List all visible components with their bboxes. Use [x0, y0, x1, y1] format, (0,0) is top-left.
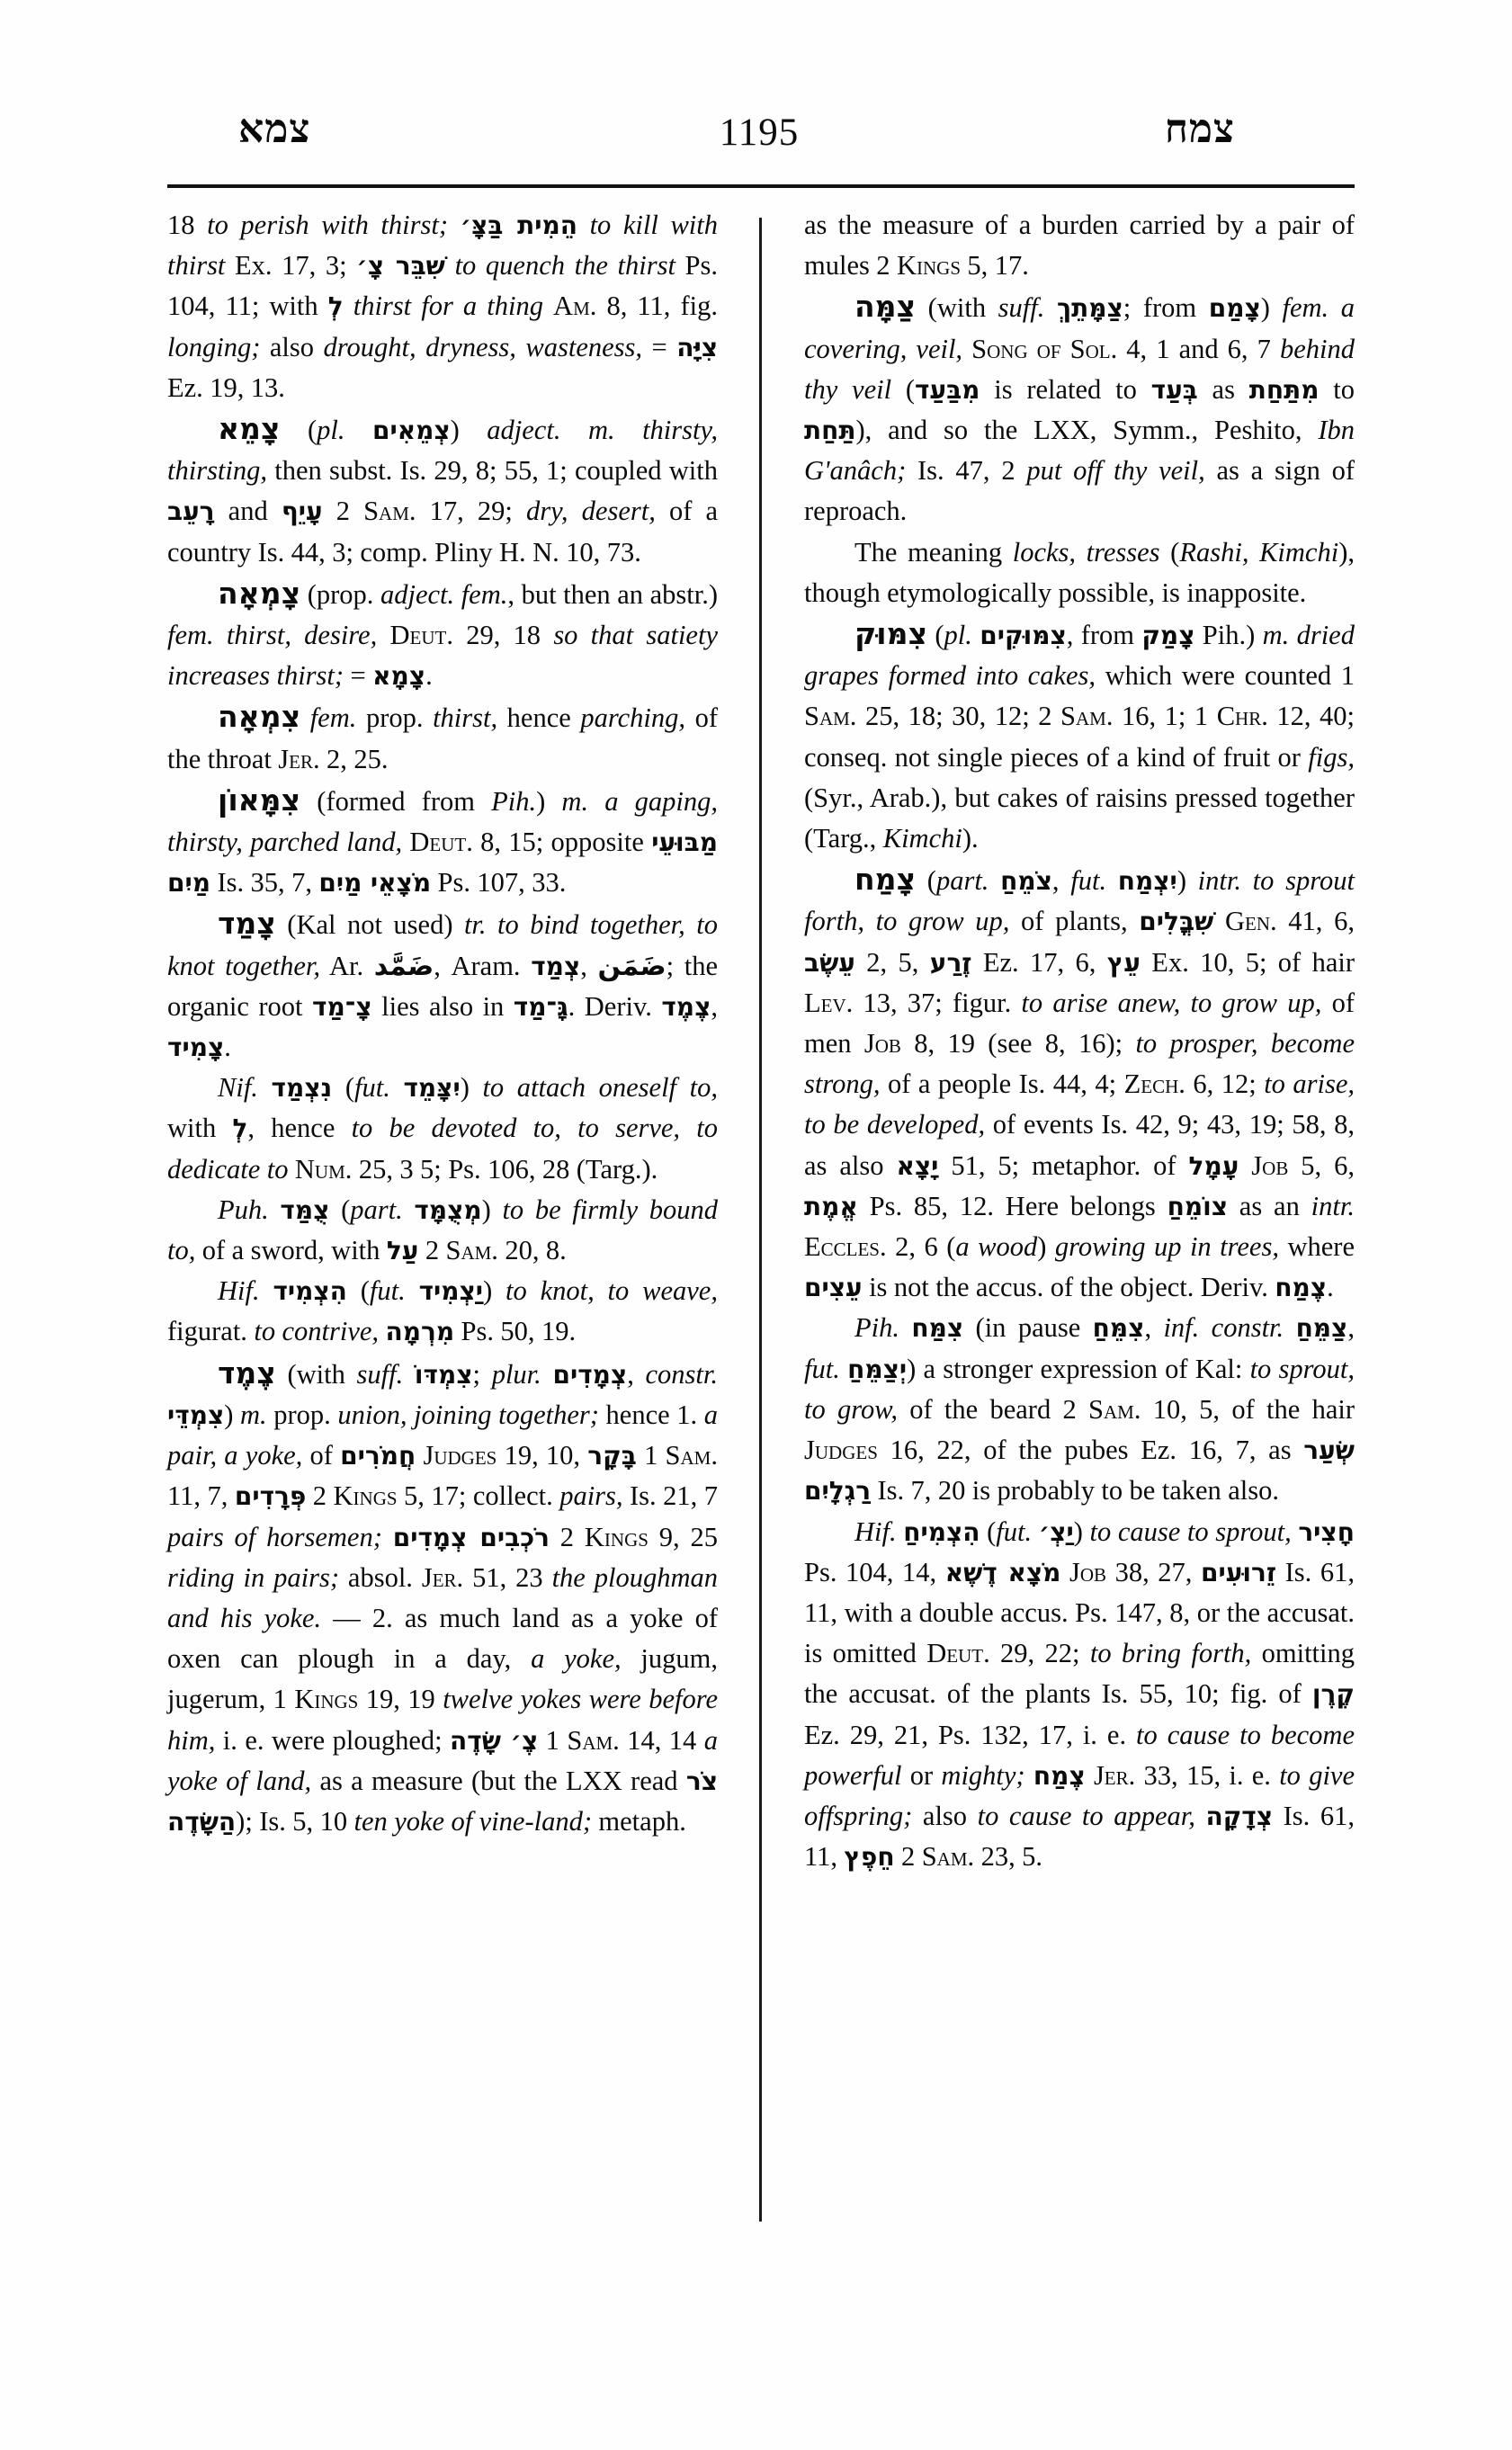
dictionary-entry: צָמְאָה (prop. adject. fem., but then an abstr.) fem. thirst, desire, Deut. 29, 18 so that satiety increases thirst; = צָמָא. [167, 575, 718, 692]
dictionary-entry: Hif. הִצְמִיחַ (fut. יַצְ׳) to cause to sprout, חָצִיר Ps. 104, 14, מֹצָא דֶשֶׁא Job 38, 27, זֵרוּעִים Is. 61, 11, with a double accus. Ps. 147, 8, or the accusat. is omitted Deut. 29, 22; to bring forth, omitting the accusat. of the plants Is. 55, 10; fig. of קֶרֶן Ez. 29, 21, Ps. 132, 17, i. e. to cause to become powerful or mighty; צֶמַח Jer. 33, 15, i. e. to give offspring; also to cause to appear, צְדָקָה Is. 61, 11, חֵפֶץ 2 Sam. 23, 5. [804, 1516, 1355, 1873]
dictionary-entry: צִמּוּק (pl. צִמּוּקִים, from צָמַק Pih.) m. dried grapes formed into cakes, which were counted 1 Sam. 25, 18; 30, 12; 2 Sam. 16, 1; 1 Chr. 12, 40; conseq. not single pieces of a kind of fruit or figs, (Syr., Arab.), but cakes of raisins pressed together (Targ., Kimchi). [804, 616, 1355, 854]
dictionary-entry: צָמַח (part. צֹמֵחַ, fut. יִצְמַח) intr. to sprout forth, to grow up, of plants, שִׁבֳּלִים Gen. 41, 6, עֵשֶׂב 2, 5, זֶרַע Ez. 17, 6, עֵץ Ex. 10, 5; of hair Lev. 13, 37; figur. to arise anew, to grow up, of men Job 8, 19 (see 8, 16); to prosper, become strong, of a people Is. 44, 4; Zech. 6, 12; to arise, to be developed, of events Is. 42, 9; 43, 19; 58, 8, as also יָצָא 51, 5; metaphor. of עָמָל Job 5, 6, אֱמֶת Ps. 85, 12. Here belongs צוֹמֵחַ as an intr. Eccles. 2, 6 (a wood) growing up in trees, where עֵצִים is not the accus. of the object. Deriv. צֶמַח. [804, 862, 1355, 1303]
dictionary-entry: צִמָּאוֹן (formed from Pih.) m. a gaping, thirsty, parched land, Deut. 8, 15; opposite מַבּוּעֵי מַיִם Is. 35, 7, מֹצָאֵי מַיִם Ps. 107, 33. [167, 782, 718, 899]
running-head-right-lemma: צמח [1164, 107, 1235, 151]
right-column [804, 205, 1355, 2238]
header-rule [167, 184, 1355, 188]
dictionary-entry: Hif. הִצְמִיד (fut. יַצְמִיד) to knot, to weave, figurat. to contrive, מִרְמָה Ps. 50, 19. [167, 1275, 718, 1347]
dictionary-entry: Pih. צִמַּח (in pause צִמֵּחַ, inf. constr. צַמֵּחַ, fut. יְצַמֵּחַ) a stronger expression of Kal: to sprout, to grow, of the beard 2 Sam. 10, 5, of the hair Judges 16, 22, of the pubes Ez. 16, 7, as שְׂעַר רַגְלָיִם Is. 7, 20 is probably to be taken also. [804, 1312, 1355, 1507]
dictionary-entry: as the measure of a burden carried by a pair of mules 2 Kings 5, 17. [804, 210, 1355, 282]
dictionary-entry: Puh. צֻמַּד (part. מְצֻמָּד) to be firmly bound to, of a sword, with עַל 2 Sam. 20, 8. [167, 1194, 718, 1266]
dictionary-entry: צָמַד (Kal not used) tr. to bind together, to knot together, Ar. ضَمَّد, Aram. צְמַד, ضَمَن; the organic root צָ־מַד lies also in גָּ־מַד. Deriv. צֶמֶד, צָמִיד. [167, 906, 718, 1063]
dictionary-entry: צֶמֶד (with suff. צִמְדּוֹ; plur. צְמָדִים, constr. צִמְדֵּי) m. prop. union, joining together; hence 1. a pair, a yoke, of חֲמֹרִים Judges 19, 10, בָּקָר 1 Sam. 11, 7, פְּרָדִים 2 Kings 5, 17; collect. pairs, Is. 21, 7 pairs of horsemen; רֹכְבִים צְמָדִים 2 Kings 9, 25 riding in pairs; absol. Jer. 51, 23 the ploughman and his yoke. — 2. as much land as a yoke of oxen can plough in a day, a yoke, jugum, jugerum, 1 Kings 19, 19 twelve yokes were before him, i. e. were ploughed; צֶ׳ שָׂדֶה 1 Sam. 14, 14 a yoke of land, as a measure (but the LXX read צֹר הַשָּׂדֶה); Is. 5, 10 ten yoke of vine-land; metaph. [167, 1355, 719, 1837]
running-head-left-lemma: צמא [238, 107, 311, 151]
dictionary-entry: צַמָּה (with suff. צַמָּתֵךְ; from צָמַם) fem. a covering, veil, Song of Sol. 4, 1 and 6, 7 behind thy veil (מִבַּעַד is related to בְּעַד as מִתַּחַת to תַּחַת), and so the LXX, Symm., Peshito, Ibn G'anâch; Is. 47, 2 put off thy veil, as a sign of reproach. [804, 289, 1355, 527]
left-column [167, 205, 718, 2238]
page-number: 1195 [719, 112, 800, 154]
dictionary-entry: צָמֵא (pl. צְמֵאִים) adject. m. thirsty, thirsting, then subst. Is. 29, 8; 55, 1; coupled with רָעֵב and עָיֵף 2 Sam. 17, 29; dry, desert, of a country Is. 44, 3; comp. Pliny H. N. 10, 73. [167, 411, 719, 568]
dictionary-entry: 18 to perish with thirst; הֵמִית בַּצָּ׳ to kill with thirst Ex. 17, 3; שִׁבֵּר צָ׳ to quench the thirst Ps. 104, 11; with לְ thirst for a thing Am. 8, 11, fig. longing; also drought, dryness, wasteness, = צִיָּה Ez. 19, 13. [167, 210, 719, 403]
body-columns [167, 205, 1355, 2238]
dictionary-entry: The meaning locks, tresses (Rashi, Kimchi), though etymologically possible, is inapposite. [804, 536, 1355, 608]
dictionary-entry: צִמְאָה fem. prop. thirst, hence parching, of the throat Jer. 2, 25. [167, 699, 718, 774]
column-divider-rule [759, 218, 762, 2222]
dictionary-entry: Nif. נִצְמַד (fut. יִצָּמֵד) to attach oneself to, with לְ, hence to be devoted to, to serve, to dedicate to Num. 25, 3 5; Ps. 106, 28 (Targ.). [167, 1072, 718, 1185]
running-head [166, 107, 1352, 176]
